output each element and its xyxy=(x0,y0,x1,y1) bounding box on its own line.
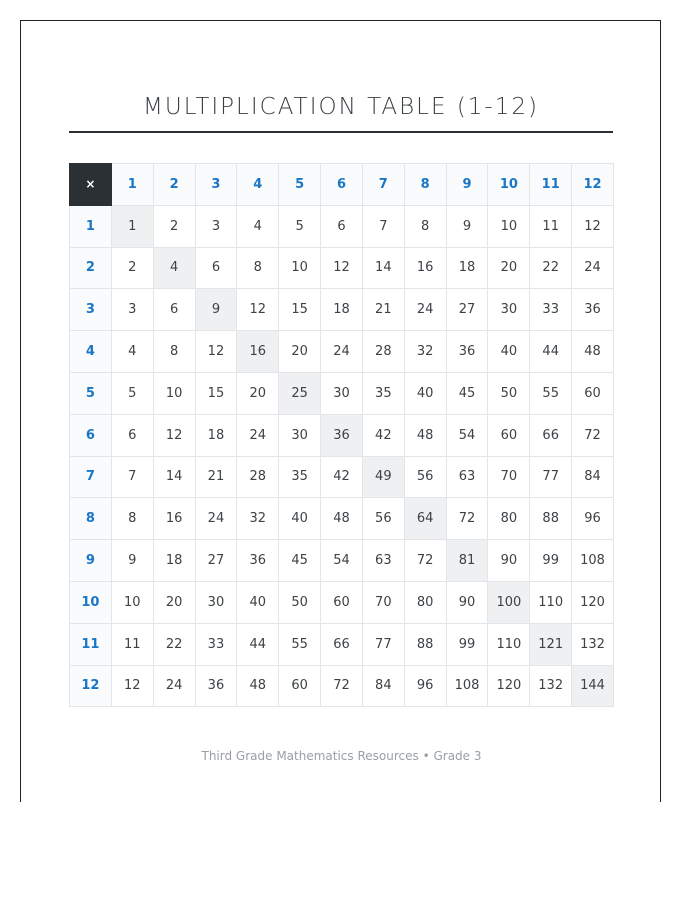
product-cell: 55 xyxy=(279,623,321,665)
product-cell: 4 xyxy=(237,205,279,247)
product-cell: 40 xyxy=(237,581,279,623)
product-cell: 11 xyxy=(111,623,153,665)
product-cell: 40 xyxy=(488,331,530,373)
product-cell: 132 xyxy=(530,665,572,707)
product-cell: 6 xyxy=(195,247,237,289)
product-cell: 12 xyxy=(111,665,153,707)
product-cell: 18 xyxy=(321,289,363,331)
multiply-symbol-icon: × xyxy=(70,164,112,206)
product-cell: 2 xyxy=(153,205,195,247)
product-cell: 72 xyxy=(321,665,363,707)
product-cell: 36 xyxy=(237,540,279,582)
product-cell: 11 xyxy=(530,205,572,247)
product-cell: 10 xyxy=(153,372,195,414)
product-cell: 80 xyxy=(404,581,446,623)
product-cell: 84 xyxy=(362,665,404,707)
column-header: 3 xyxy=(195,164,237,206)
product-cell: 12 xyxy=(153,414,195,456)
column-header: 4 xyxy=(237,164,279,206)
product-cell: 24 xyxy=(404,289,446,331)
column-header: 5 xyxy=(279,164,321,206)
product-cell: 7 xyxy=(111,456,153,498)
product-cell: 44 xyxy=(530,331,572,373)
column-header: 7 xyxy=(362,164,404,206)
product-cell: 96 xyxy=(404,665,446,707)
product-cell: 54 xyxy=(446,414,488,456)
product-cell: 15 xyxy=(195,372,237,414)
row-header: 4 xyxy=(70,331,112,373)
product-cell: 77 xyxy=(362,623,404,665)
product-cell: 9 xyxy=(111,540,153,582)
product-cell: 28 xyxy=(362,331,404,373)
row-header: 5 xyxy=(70,372,112,414)
product-cell: 36 xyxy=(446,331,488,373)
column-header: 9 xyxy=(446,164,488,206)
product-cell: 66 xyxy=(321,623,363,665)
row-header: 6 xyxy=(70,414,112,456)
product-cell: 90 xyxy=(446,581,488,623)
product-cell: 99 xyxy=(446,623,488,665)
title-underline xyxy=(69,131,613,133)
product-cell: 24 xyxy=(237,414,279,456)
product-cell: 21 xyxy=(195,456,237,498)
product-cell: 33 xyxy=(195,623,237,665)
row-header: 10 xyxy=(70,581,112,623)
product-cell: 10 xyxy=(111,581,153,623)
table-row xyxy=(70,372,614,414)
product-cell: 15 xyxy=(279,289,321,331)
product-cell: 63 xyxy=(446,456,488,498)
product-cell: 9 xyxy=(446,205,488,247)
product-cell: 60 xyxy=(572,372,614,414)
product-cell-square: 25 xyxy=(279,372,321,414)
column-header: 12 xyxy=(572,164,614,206)
product-cell: 20 xyxy=(237,372,279,414)
table-row xyxy=(70,498,614,540)
product-cell: 14 xyxy=(153,456,195,498)
product-cell: 77 xyxy=(530,456,572,498)
row-header: 11 xyxy=(70,623,112,665)
table-row xyxy=(70,205,614,247)
product-cell-square: 49 xyxy=(362,456,404,498)
product-cell: 108 xyxy=(446,665,488,707)
product-cell: 10 xyxy=(279,247,321,289)
product-cell: 3 xyxy=(195,205,237,247)
product-cell: 22 xyxy=(153,623,195,665)
product-cell: 42 xyxy=(321,456,363,498)
product-cell: 48 xyxy=(572,331,614,373)
product-cell: 30 xyxy=(279,414,321,456)
product-cell: 110 xyxy=(530,581,572,623)
product-cell-square: 121 xyxy=(530,623,572,665)
product-cell: 20 xyxy=(279,331,321,373)
product-cell-square: 144 xyxy=(572,665,614,707)
product-cell: 16 xyxy=(404,247,446,289)
product-cell: 32 xyxy=(404,331,446,373)
product-cell: 88 xyxy=(530,498,572,540)
row-header: 8 xyxy=(70,498,112,540)
table-row xyxy=(70,665,614,707)
table-row xyxy=(70,331,614,373)
product-cell: 96 xyxy=(572,498,614,540)
column-header: 10 xyxy=(488,164,530,206)
worksheet-page xyxy=(20,20,661,802)
product-cell: 56 xyxy=(362,498,404,540)
column-header: 11 xyxy=(530,164,572,206)
product-cell: 12 xyxy=(321,247,363,289)
product-cell: 70 xyxy=(362,581,404,623)
product-cell: 45 xyxy=(279,540,321,582)
product-cell: 8 xyxy=(237,247,279,289)
product-cell: 22 xyxy=(530,247,572,289)
product-cell: 60 xyxy=(279,665,321,707)
product-cell: 120 xyxy=(488,665,530,707)
product-cell-square: 16 xyxy=(237,331,279,373)
product-cell: 8 xyxy=(404,205,446,247)
row-header: 12 xyxy=(70,665,112,707)
product-cell: 5 xyxy=(279,205,321,247)
header-row xyxy=(70,164,614,206)
product-cell-square: 81 xyxy=(446,540,488,582)
column-header: 6 xyxy=(321,164,363,206)
product-cell: 8 xyxy=(153,331,195,373)
product-cell: 16 xyxy=(153,498,195,540)
product-cell: 12 xyxy=(237,289,279,331)
product-cell: 24 xyxy=(153,665,195,707)
product-cell: 30 xyxy=(195,581,237,623)
product-cell: 88 xyxy=(404,623,446,665)
product-cell: 10 xyxy=(488,205,530,247)
product-cell: 72 xyxy=(404,540,446,582)
product-cell: 4 xyxy=(111,331,153,373)
product-cell: 2 xyxy=(111,247,153,289)
product-cell: 60 xyxy=(488,414,530,456)
row-header: 7 xyxy=(70,456,112,498)
product-cell-square: 1 xyxy=(111,205,153,247)
product-cell: 24 xyxy=(572,247,614,289)
row-header: 3 xyxy=(70,289,112,331)
row-header: 9 xyxy=(70,540,112,582)
product-cell: 70 xyxy=(488,456,530,498)
table-row xyxy=(70,289,614,331)
product-cell-square: 100 xyxy=(488,581,530,623)
product-cell: 48 xyxy=(237,665,279,707)
product-cell: 120 xyxy=(572,581,614,623)
product-cell: 44 xyxy=(237,623,279,665)
column-header: 2 xyxy=(153,164,195,206)
footer-text: Third Grade Mathematics Resources • Grade 3 xyxy=(201,749,482,763)
product-cell-square: 4 xyxy=(153,247,195,289)
product-cell: 45 xyxy=(446,372,488,414)
product-cell: 24 xyxy=(195,498,237,540)
multiplication-table xyxy=(69,163,614,707)
product-cell: 54 xyxy=(321,540,363,582)
product-cell: 12 xyxy=(572,205,614,247)
product-cell: 7 xyxy=(362,205,404,247)
product-cell: 27 xyxy=(195,540,237,582)
product-cell: 30 xyxy=(488,289,530,331)
product-cell: 18 xyxy=(153,540,195,582)
product-cell: 60 xyxy=(321,581,363,623)
product-cell: 36 xyxy=(572,289,614,331)
product-cell: 20 xyxy=(153,581,195,623)
product-cell: 110 xyxy=(488,623,530,665)
product-cell: 72 xyxy=(446,498,488,540)
product-cell: 14 xyxy=(362,247,404,289)
page-title: MULTIPLICATION TABLE (1-12) xyxy=(143,94,539,120)
product-cell: 12 xyxy=(195,331,237,373)
product-cell: 32 xyxy=(237,498,279,540)
product-cell: 50 xyxy=(279,581,321,623)
product-cell: 6 xyxy=(153,289,195,331)
product-cell: 66 xyxy=(530,414,572,456)
product-cell: 40 xyxy=(279,498,321,540)
table-row xyxy=(70,247,614,289)
table-row xyxy=(70,456,614,498)
product-cell: 3 xyxy=(111,289,153,331)
table-row xyxy=(70,581,614,623)
product-cell: 35 xyxy=(279,456,321,498)
product-cell: 48 xyxy=(321,498,363,540)
product-cell: 18 xyxy=(195,414,237,456)
table-row xyxy=(70,540,614,582)
product-cell: 90 xyxy=(488,540,530,582)
row-header: 2 xyxy=(70,247,112,289)
product-cell: 8 xyxy=(111,498,153,540)
product-cell: 36 xyxy=(195,665,237,707)
product-cell-square: 36 xyxy=(321,414,363,456)
product-cell: 99 xyxy=(530,540,572,582)
product-cell: 18 xyxy=(446,247,488,289)
product-cell-square: 9 xyxy=(195,289,237,331)
product-cell: 30 xyxy=(321,372,363,414)
product-cell: 108 xyxy=(572,540,614,582)
product-cell: 24 xyxy=(321,331,363,373)
product-cell: 48 xyxy=(404,414,446,456)
product-cell: 6 xyxy=(321,205,363,247)
product-cell: 21 xyxy=(362,289,404,331)
product-cell-square: 64 xyxy=(404,498,446,540)
product-cell: 56 xyxy=(404,456,446,498)
product-cell: 50 xyxy=(488,372,530,414)
product-cell: 35 xyxy=(362,372,404,414)
row-header: 1 xyxy=(70,205,112,247)
product-cell: 20 xyxy=(488,247,530,289)
product-cell: 33 xyxy=(530,289,572,331)
table-row xyxy=(70,623,614,665)
product-cell: 55 xyxy=(530,372,572,414)
product-cell: 27 xyxy=(446,289,488,331)
column-header: 8 xyxy=(404,164,446,206)
column-header: 1 xyxy=(111,164,153,206)
product-cell: 42 xyxy=(362,414,404,456)
product-cell: 40 xyxy=(404,372,446,414)
product-cell: 28 xyxy=(237,456,279,498)
product-cell: 80 xyxy=(488,498,530,540)
product-cell: 72 xyxy=(572,414,614,456)
product-cell: 63 xyxy=(362,540,404,582)
product-cell: 5 xyxy=(111,372,153,414)
product-cell: 84 xyxy=(572,456,614,498)
table-row xyxy=(70,414,614,456)
product-cell: 132 xyxy=(572,623,614,665)
product-cell: 6 xyxy=(111,414,153,456)
